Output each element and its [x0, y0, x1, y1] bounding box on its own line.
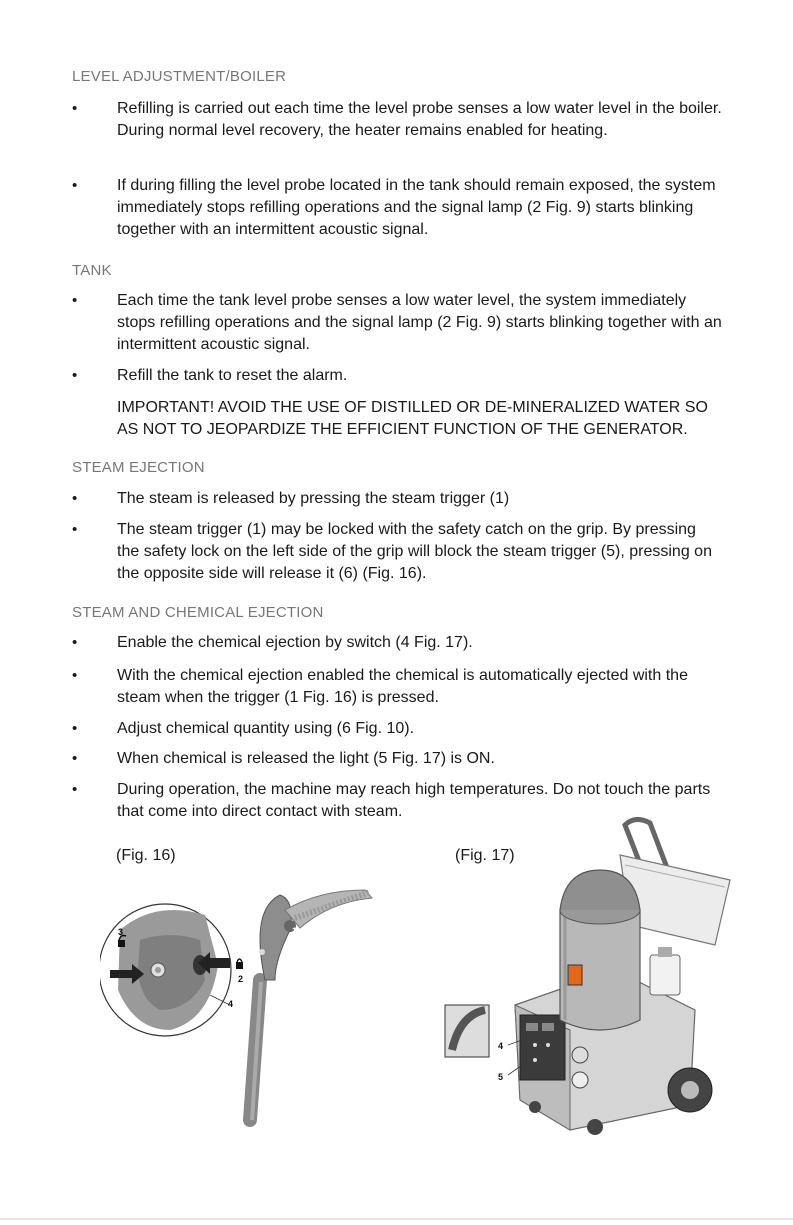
bullet-text: During operation, the machine may reach high temperatures. Do not touch the parts that come into direct contact with steam.: [117, 781, 711, 820]
bullet-symbol: •: [72, 177, 78, 194]
section-heading-steam: STEAM EJECTION: [72, 459, 205, 476]
bullet-symbol: •: [72, 634, 78, 651]
bullet-symbol: •: [72, 100, 78, 117]
bullet-item: [72, 365, 722, 387]
bullet-item: [72, 519, 722, 585]
bullet-text: If during filling the level probe located in the tank should remain exposed, the system immediately stops refilling operations and the signal lamp (2 Fig. 9) starts blinking together with an intermittent acoustic signal.: [117, 177, 716, 238]
bullet-symbol: •: [72, 521, 78, 538]
bullet-symbol: •: [72, 367, 78, 384]
bullet-text: Refilling is carried out each time the level probe senses a low water level in the boiler. During normal level recovery, the heater remains enabled for heating.: [117, 100, 722, 139]
bullet-item: [72, 175, 722, 241]
bullet-item: [72, 718, 722, 740]
bullet-text: Adjust chemical quantity using (6 Fig. 10).: [117, 720, 415, 737]
section-heading-tank: TANK: [72, 262, 112, 279]
bullet-item: [72, 665, 722, 709]
steam-generator-illustration: [440, 815, 740, 1140]
bullet-text: Each time the tank level probe senses a low water level, the system immediately stops refilling operations and the signal lamp (2 Fig. 9) starts blinking together with an intermittent acoustic signal.: [117, 292, 722, 353]
callout-label: 3: [118, 927, 124, 937]
bullet-text: When chemical is released the light (5 Fig. 17) is ON.: [117, 750, 495, 767]
callout-label: 1: [292, 926, 298, 936]
figure-caption: (Fig. 17): [455, 847, 515, 864]
important-text: IMPORTANT! AVOID THE USE OF DISTILLED OR DE-MINERALIZED WATER SO AS NOT TO JEOPARDIZE THE EFFICIENT FUNCTION OF THE GENERATOR.: [117, 399, 708, 438]
bullet-symbol: •: [72, 781, 78, 798]
bullet-text: Enable the chemical ejection by switch (4 Fig. 17).: [117, 634, 473, 651]
bullet-item: [72, 98, 722, 142]
callout-label: 4: [228, 999, 234, 1009]
bullet-symbol: •: [72, 490, 78, 507]
important-note: [72, 397, 722, 441]
bullet-text: Refill the tank to reset the alarm.: [117, 367, 348, 384]
steam-gun-illustration: [100, 870, 390, 1140]
bullet-item: [72, 748, 722, 770]
bullet-symbol: •: [72, 667, 78, 684]
bullet-text: The steam trigger (1) may be locked with the safety catch on the grip. By pressing the safety lock on the left side of the grip will block the steam trigger (5), pressing on the opposite side will release it (6) (Fig. 16).: [117, 521, 712, 582]
bullet-item: [72, 488, 722, 510]
page-bottom-divider: [0, 1218, 793, 1220]
bullet-symbol: •: [72, 292, 78, 309]
bullet-item: [72, 290, 722, 356]
bullet-symbol: •: [72, 720, 78, 737]
bullet-item: [72, 632, 722, 654]
callout-label: 2: [238, 974, 244, 984]
callout-label: 5: [498, 1072, 504, 1082]
section-heading-level: LEVEL ADJUSTMENT/BOILER: [72, 68, 287, 85]
callout-label: 4: [498, 1041, 504, 1051]
bullet-text: The steam is released by pressing the steam trigger (1): [117, 490, 510, 507]
bullet-text: With the chemical ejection enabled the chemical is automatically ejected with the steam when the trigger (1 Fig. 16) is pressed.: [117, 667, 688, 706]
bullet-symbol: •: [72, 750, 78, 767]
section-heading-chemical: STEAM AND CHEMICAL EJECTION: [72, 604, 324, 621]
figure-caption: (Fig. 16): [116, 847, 176, 864]
